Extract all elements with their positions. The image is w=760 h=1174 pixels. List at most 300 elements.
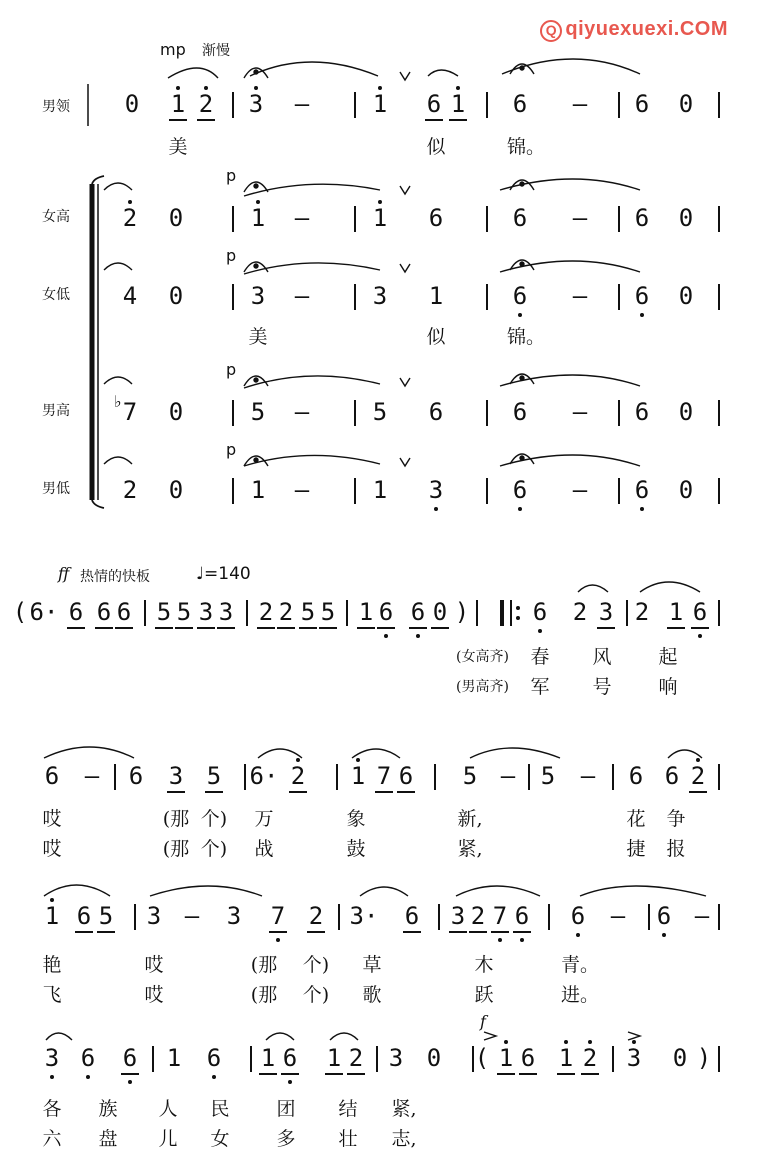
note: 6· bbox=[29, 598, 59, 626]
underline bbox=[269, 931, 287, 933]
barline bbox=[244, 764, 246, 790]
dynamic-f: f bbox=[480, 1012, 486, 1031]
voice-label: (女高齐) bbox=[456, 649, 509, 665]
note: 6 bbox=[656, 902, 672, 930]
lyric: 女 bbox=[210, 1128, 230, 1150]
underline bbox=[205, 791, 223, 793]
lyric: 个) bbox=[200, 808, 228, 830]
note: 2 bbox=[198, 90, 214, 118]
note: 5 bbox=[98, 902, 114, 930]
flat-sign: ♭ bbox=[114, 392, 122, 411]
barline bbox=[354, 284, 356, 310]
dot-low bbox=[50, 1075, 54, 1079]
barline bbox=[486, 92, 488, 118]
dot-low bbox=[698, 634, 702, 638]
lyric: 儿 bbox=[158, 1128, 178, 1150]
note: 0 bbox=[678, 282, 694, 310]
note: 5 bbox=[250, 398, 266, 426]
note: 3 bbox=[226, 902, 242, 930]
underline bbox=[357, 627, 375, 629]
dot-high bbox=[176, 86, 180, 90]
note: 1 bbox=[668, 598, 684, 626]
note: 3· bbox=[349, 902, 379, 930]
barline bbox=[354, 92, 356, 118]
dynamic-p: p bbox=[226, 166, 237, 185]
lyric: 族 bbox=[98, 1098, 118, 1120]
note: 1 bbox=[250, 204, 266, 232]
note: 2 bbox=[308, 902, 324, 930]
note: 0 bbox=[678, 204, 694, 232]
note: 1 bbox=[260, 1044, 276, 1072]
note: 5 bbox=[372, 398, 388, 426]
lyric: 似 bbox=[426, 326, 446, 348]
note: 0 bbox=[168, 282, 184, 310]
note: 3 bbox=[198, 598, 214, 626]
note: 6 bbox=[512, 398, 528, 426]
barline bbox=[626, 600, 628, 626]
underline bbox=[375, 791, 393, 793]
lyric: 草 bbox=[362, 954, 382, 976]
underline bbox=[67, 627, 85, 629]
note: 6 bbox=[410, 598, 426, 626]
note: 1 bbox=[358, 598, 374, 626]
underline bbox=[257, 627, 275, 629]
note: 2 bbox=[582, 1044, 598, 1072]
underline bbox=[197, 119, 215, 121]
dynamic-p: p bbox=[226, 246, 237, 265]
note: 3 bbox=[250, 282, 266, 310]
dot-low bbox=[662, 933, 666, 937]
note: 0 bbox=[678, 90, 694, 118]
barline bbox=[354, 400, 356, 426]
underline bbox=[449, 119, 467, 121]
barline bbox=[486, 284, 488, 310]
barline bbox=[718, 904, 720, 930]
note: 0 bbox=[426, 1044, 442, 1072]
note: 6 bbox=[634, 90, 650, 118]
note: 6 bbox=[512, 90, 528, 118]
lyric: 木 bbox=[474, 954, 494, 976]
barline bbox=[246, 600, 248, 626]
note: 6 bbox=[514, 902, 530, 930]
underline bbox=[169, 119, 187, 121]
dot-low bbox=[498, 938, 502, 942]
lyric: 捷 bbox=[626, 838, 646, 860]
note: 3 bbox=[372, 282, 388, 310]
lyric: 哎 bbox=[42, 808, 62, 830]
lyric: 美 bbox=[168, 136, 188, 158]
note: 1 bbox=[250, 476, 266, 504]
underline bbox=[497, 1073, 515, 1075]
lyric: 民 bbox=[210, 1098, 230, 1120]
note: 3 bbox=[388, 1044, 404, 1072]
lyric: 结 bbox=[338, 1098, 358, 1120]
note: 6 bbox=[76, 902, 92, 930]
voice-label: (男高齐) bbox=[456, 679, 509, 695]
note: – bbox=[572, 204, 588, 232]
note: 7 bbox=[270, 902, 286, 930]
underline bbox=[431, 627, 449, 629]
note: 5 bbox=[540, 762, 556, 790]
note: – bbox=[572, 476, 588, 504]
barline bbox=[438, 904, 440, 930]
note: – bbox=[184, 902, 200, 930]
dot-high bbox=[378, 200, 382, 204]
note: – bbox=[500, 762, 516, 790]
dot-low bbox=[86, 1075, 90, 1079]
lyric: 军 bbox=[530, 676, 550, 698]
note: 6 bbox=[404, 902, 420, 930]
barline bbox=[232, 206, 234, 232]
note: 2 bbox=[258, 598, 274, 626]
barline bbox=[718, 206, 720, 232]
note: 3 bbox=[248, 90, 264, 118]
note: 0 bbox=[678, 476, 694, 504]
note: 1 bbox=[350, 762, 366, 790]
dot-low bbox=[520, 938, 524, 942]
note: 6 bbox=[512, 476, 528, 504]
barline bbox=[486, 400, 488, 426]
underline bbox=[347, 1073, 365, 1075]
underline bbox=[449, 931, 467, 933]
note: – bbox=[294, 90, 310, 118]
dot-low bbox=[288, 1080, 292, 1084]
part-label-soprano: 女高 bbox=[42, 209, 70, 225]
note: – bbox=[572, 90, 588, 118]
dynamic-mp: mp bbox=[160, 40, 186, 59]
dot-high bbox=[254, 86, 258, 90]
note: 6 bbox=[512, 282, 528, 310]
barline bbox=[476, 600, 478, 626]
note: 0 bbox=[678, 398, 694, 426]
note: 7 bbox=[122, 398, 138, 426]
note: 6 bbox=[426, 90, 442, 118]
note: 6 bbox=[282, 1044, 298, 1072]
note: 5 bbox=[206, 762, 222, 790]
repeat-dot bbox=[516, 616, 520, 620]
dot-high bbox=[204, 86, 208, 90]
note: 6 bbox=[122, 1044, 138, 1072]
note: 3 bbox=[450, 902, 466, 930]
lyric: 争 bbox=[666, 808, 686, 830]
dot-low bbox=[384, 634, 388, 638]
underline bbox=[95, 627, 113, 629]
note: 6 bbox=[206, 1044, 222, 1072]
barline bbox=[718, 400, 720, 426]
barline bbox=[618, 400, 620, 426]
note: 2 bbox=[122, 204, 138, 232]
note: 5 bbox=[320, 598, 336, 626]
lyric: (那 bbox=[162, 808, 190, 830]
lyric: 新, bbox=[457, 808, 483, 830]
barline bbox=[510, 600, 512, 626]
note: – bbox=[294, 398, 310, 426]
lyric: 战 bbox=[254, 838, 274, 860]
part-label-lead: 男领 bbox=[42, 99, 70, 115]
part-label-tenor: 男高 bbox=[42, 403, 70, 419]
dot-low bbox=[212, 1075, 216, 1079]
note: 3 bbox=[168, 762, 184, 790]
note: 0 bbox=[672, 1044, 688, 1072]
barline bbox=[152, 1046, 154, 1072]
underline bbox=[691, 627, 709, 629]
underline bbox=[425, 119, 443, 121]
dot-low bbox=[576, 933, 580, 937]
lyric: 青。 bbox=[560, 954, 600, 976]
lyric: 六 bbox=[42, 1128, 62, 1150]
underline bbox=[277, 627, 295, 629]
note: 6 bbox=[80, 1044, 96, 1072]
dot-high bbox=[696, 758, 700, 762]
note: 6 bbox=[520, 1044, 536, 1072]
underline bbox=[115, 627, 133, 629]
note: 2 bbox=[348, 1044, 364, 1072]
tempo: ♩=140 bbox=[196, 564, 251, 584]
dot-low bbox=[538, 629, 542, 633]
dynamic-p: p bbox=[226, 360, 237, 379]
note: 1 bbox=[372, 476, 388, 504]
note: 3 bbox=[626, 1044, 642, 1072]
barline bbox=[500, 600, 504, 626]
dot-high bbox=[456, 86, 460, 90]
barline bbox=[346, 600, 348, 626]
barline bbox=[618, 478, 620, 504]
note: 1 bbox=[44, 902, 60, 930]
barline bbox=[144, 600, 146, 626]
lyric: 紧, bbox=[457, 838, 483, 860]
barline bbox=[114, 764, 116, 790]
note: – bbox=[694, 902, 710, 930]
lyric: 盘 bbox=[98, 1128, 118, 1150]
barline bbox=[338, 904, 340, 930]
lyric: 鼓 bbox=[346, 838, 366, 860]
dot-high bbox=[564, 1040, 568, 1044]
note: 6 bbox=[96, 598, 112, 626]
dot-low bbox=[518, 313, 522, 317]
part-label-bass: 男低 bbox=[42, 481, 70, 497]
barline bbox=[718, 284, 720, 310]
underline bbox=[197, 627, 215, 629]
barline bbox=[618, 206, 620, 232]
barline bbox=[486, 478, 488, 504]
note: 2 bbox=[470, 902, 486, 930]
barline bbox=[250, 1046, 252, 1072]
note: ( bbox=[474, 1044, 490, 1072]
underline bbox=[667, 627, 685, 629]
part-label-alto: 女低 bbox=[42, 287, 70, 303]
underline bbox=[121, 1073, 139, 1075]
dot-high bbox=[504, 1040, 508, 1044]
note: 3 bbox=[218, 598, 234, 626]
underline bbox=[557, 1073, 575, 1075]
underline bbox=[217, 627, 235, 629]
note: 1 bbox=[558, 1044, 574, 1072]
lyric: 个) bbox=[302, 984, 330, 1006]
underline bbox=[281, 1073, 299, 1075]
barline bbox=[612, 1046, 614, 1072]
note: 6 bbox=[634, 476, 650, 504]
barline bbox=[618, 92, 620, 118]
lyric: 多 bbox=[276, 1128, 296, 1150]
note: 6 bbox=[628, 762, 644, 790]
barline bbox=[718, 1046, 720, 1072]
underline bbox=[289, 791, 307, 793]
note: 6 bbox=[512, 204, 528, 232]
barline bbox=[718, 92, 720, 118]
underline bbox=[469, 931, 487, 933]
note: 3 bbox=[598, 598, 614, 626]
note: 6 bbox=[428, 398, 444, 426]
lyric: 起 bbox=[658, 646, 678, 668]
underline bbox=[259, 1073, 277, 1075]
note: 6 bbox=[570, 902, 586, 930]
note: ( bbox=[12, 598, 28, 626]
note: 6 bbox=[68, 598, 84, 626]
lyric: 花 bbox=[626, 808, 646, 830]
lyric: 跃 bbox=[474, 984, 494, 1006]
barline bbox=[434, 764, 436, 790]
note: 1 bbox=[372, 90, 388, 118]
barline bbox=[548, 904, 550, 930]
lyric: 个) bbox=[302, 954, 330, 976]
note: 1 bbox=[450, 90, 466, 118]
barline bbox=[486, 206, 488, 232]
barline bbox=[232, 478, 234, 504]
underline bbox=[597, 627, 615, 629]
barline bbox=[232, 400, 234, 426]
note: 2 bbox=[690, 762, 706, 790]
tempo-mark: 渐慢 bbox=[202, 43, 230, 59]
dot-low bbox=[128, 1080, 132, 1084]
lyric: 歌 bbox=[362, 984, 382, 1006]
lyric: 美 bbox=[248, 326, 268, 348]
lyric: (那 bbox=[250, 984, 278, 1006]
note: ) bbox=[696, 1044, 712, 1072]
note: 6 bbox=[398, 762, 414, 790]
dot-high bbox=[588, 1040, 592, 1044]
underline bbox=[409, 627, 427, 629]
underline bbox=[75, 931, 93, 933]
underline bbox=[377, 627, 395, 629]
note: – bbox=[572, 282, 588, 310]
lyric: 锦。 bbox=[506, 136, 546, 158]
note: 6 bbox=[692, 598, 708, 626]
note: – bbox=[294, 282, 310, 310]
note: 2 bbox=[290, 762, 306, 790]
note: – bbox=[294, 204, 310, 232]
lyric: 万 bbox=[254, 808, 274, 830]
note: – bbox=[610, 902, 626, 930]
dot-high bbox=[378, 86, 382, 90]
underline bbox=[689, 791, 707, 793]
lyric: 锦。 bbox=[506, 326, 546, 348]
note: 1 bbox=[498, 1044, 514, 1072]
note: 5 bbox=[176, 598, 192, 626]
note: 6 bbox=[44, 762, 60, 790]
dynamic-p: p bbox=[226, 440, 237, 459]
lyric: 哎 bbox=[144, 954, 164, 976]
note: 6 bbox=[664, 762, 680, 790]
note: 6 bbox=[634, 398, 650, 426]
note: 2 bbox=[122, 476, 138, 504]
underline bbox=[581, 1073, 599, 1075]
note: 7 bbox=[492, 902, 508, 930]
underline bbox=[155, 627, 173, 629]
lyric: 艳 bbox=[42, 954, 62, 976]
barline bbox=[612, 764, 614, 790]
dot-high bbox=[256, 200, 260, 204]
note: 0 bbox=[168, 204, 184, 232]
lyric: 报 bbox=[666, 838, 686, 860]
note: 3 bbox=[428, 476, 444, 504]
note: 6 bbox=[634, 282, 650, 310]
dot-high bbox=[356, 758, 360, 762]
dynamic-ff: ff bbox=[58, 564, 70, 583]
note: 6 bbox=[428, 204, 444, 232]
underline bbox=[307, 931, 325, 933]
note: – bbox=[572, 398, 588, 426]
underline bbox=[325, 1073, 343, 1075]
note: 5 bbox=[300, 598, 316, 626]
lyric: 团 bbox=[276, 1098, 296, 1120]
note: 2 bbox=[572, 598, 588, 626]
note: 1 bbox=[372, 204, 388, 232]
dot-high bbox=[128, 200, 132, 204]
note: 7 bbox=[376, 762, 392, 790]
dot-high bbox=[296, 758, 300, 762]
lyric: 壮 bbox=[338, 1128, 358, 1150]
dot-low bbox=[276, 938, 280, 942]
note: 6· bbox=[249, 762, 279, 790]
underline bbox=[167, 791, 185, 793]
note: – bbox=[84, 762, 100, 790]
barline bbox=[718, 478, 720, 504]
lyric: 哎 bbox=[42, 838, 62, 860]
barline bbox=[232, 284, 234, 310]
barline bbox=[528, 764, 530, 790]
lyric: 进。 bbox=[560, 984, 600, 1006]
lyric: 风 bbox=[592, 646, 612, 668]
barline bbox=[354, 206, 356, 232]
lyric: 号 bbox=[592, 676, 612, 698]
dot-high bbox=[632, 1040, 636, 1044]
barline bbox=[232, 92, 234, 118]
underline bbox=[513, 931, 531, 933]
underline bbox=[319, 627, 337, 629]
note: 6 bbox=[532, 598, 548, 626]
lyric: 个) bbox=[200, 838, 228, 860]
note: ) bbox=[454, 598, 470, 626]
lyric: 春 bbox=[530, 646, 550, 668]
lyric: (那 bbox=[250, 954, 278, 976]
barline bbox=[718, 764, 720, 790]
note: 6 bbox=[378, 598, 394, 626]
note: 0 bbox=[168, 398, 184, 426]
lyric: (那 bbox=[162, 838, 190, 860]
note: – bbox=[580, 762, 596, 790]
note: 1 bbox=[170, 90, 186, 118]
underline bbox=[175, 627, 193, 629]
underline bbox=[519, 1073, 537, 1075]
barline bbox=[648, 904, 650, 930]
dot-low bbox=[640, 313, 644, 317]
note: 6 bbox=[128, 762, 144, 790]
dot-low bbox=[434, 507, 438, 511]
barline bbox=[718, 600, 720, 626]
lyric: 人 bbox=[158, 1098, 178, 1120]
note: – bbox=[294, 476, 310, 504]
watermark-logo-icon: Q bbox=[540, 20, 562, 42]
